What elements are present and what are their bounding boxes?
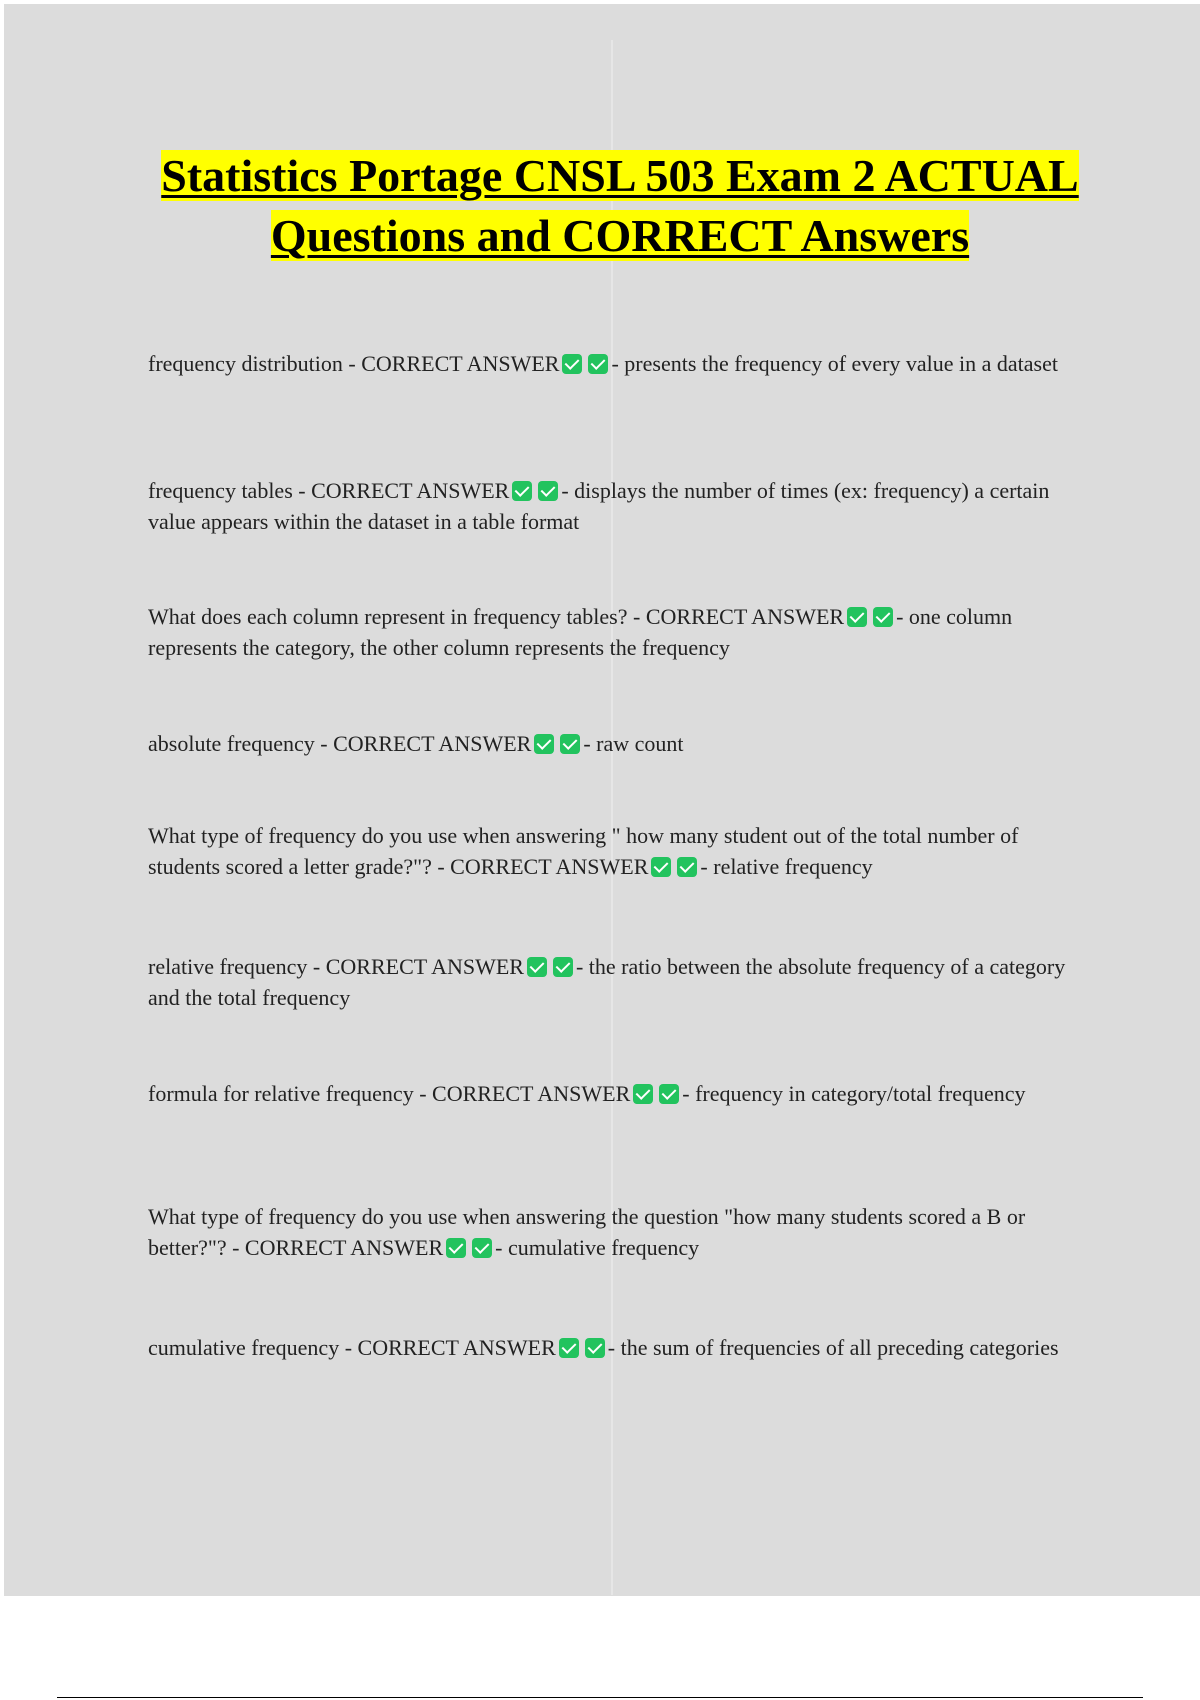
document-title-text: Statistics Portage CNSL 503 Exam 2 ACTUAL Questions and CORRECT Answers (161, 150, 1079, 261)
qa-term: frequency distribution - CORRECT ANSWER (148, 351, 560, 376)
green-check-mark-icon (847, 607, 867, 627)
qa-term: frequency tables - CORRECT ANSWER (148, 478, 510, 503)
qa-term: relative frequency - CORRECT ANSWER (148, 954, 524, 979)
qa-answer: - frequency in category/total frequency (682, 1081, 1026, 1106)
qa-item (148, 951, 1088, 1013)
green-check-mark-icon (677, 857, 697, 877)
green-check-mark-icon (633, 1084, 653, 1104)
qa-answer: - the ratio between the absolute frequency of a category and the total frequency (148, 954, 1066, 1010)
qa-term: What type of frequency do you use when answering the question "how many students scored a B or better?"? - CORRECT ANSWER (148, 1204, 1026, 1260)
qa-answer: - relative frequency (700, 854, 873, 879)
green-check-mark-icon (538, 481, 558, 501)
green-check-mark-icon (472, 1238, 492, 1258)
qa-term: What does each column represent in frequency tables? - CORRECT ANSWER (148, 604, 845, 629)
qa-item (148, 348, 1088, 379)
qa-item (148, 1332, 1088, 1363)
qa-item (148, 728, 1088, 759)
green-check-mark-icon (553, 957, 573, 977)
qa-term: What type of frequency do you use when answering " how many student out of the total number of students scored a letter grade?"? - CORRECT ANSWER (148, 823, 1019, 879)
qa-answer: - one column represents the category, the other column represents the frequency (148, 604, 1013, 660)
qa-answer: - the sum of frequencies of all preceding categories (607, 1335, 1059, 1360)
green-check-mark-icon (562, 354, 582, 374)
green-check-mark-icon (534, 734, 554, 754)
qa-answer: - raw count (583, 731, 684, 756)
green-check-mark-icon (446, 1238, 466, 1258)
green-check-mark-icon (560, 734, 580, 754)
qa-term: absolute frequency - CORRECT ANSWER (148, 731, 532, 756)
qa-term: formula for relative frequency - CORRECT ANSWER (148, 1081, 631, 1106)
qa-answer: - presents the frequency of every value in a dataset (611, 351, 1058, 376)
green-check-mark-icon (651, 857, 671, 877)
qa-term: cumulative frequency - CORRECT ANSWER (148, 1335, 556, 1360)
document-title (140, 146, 1100, 266)
qa-item (148, 601, 1088, 663)
footer-divider (57, 1697, 1143, 1698)
green-check-mark-icon (588, 354, 608, 374)
qa-item (148, 1201, 1088, 1263)
qa-item (148, 820, 1088, 882)
qa-item (148, 1078, 1088, 1109)
green-check-mark-icon (873, 607, 893, 627)
green-check-mark-icon (559, 1338, 579, 1358)
qa-answer: - cumulative frequency (495, 1235, 700, 1260)
green-check-mark-icon (659, 1084, 679, 1104)
qa-answer: - displays the number of times (ex: frequency) a certain value appears within the dataset in a table format (148, 478, 1050, 534)
green-check-mark-icon (527, 957, 547, 977)
green-check-mark-icon (585, 1338, 605, 1358)
green-check-mark-icon (512, 481, 532, 501)
qa-item (148, 475, 1088, 537)
